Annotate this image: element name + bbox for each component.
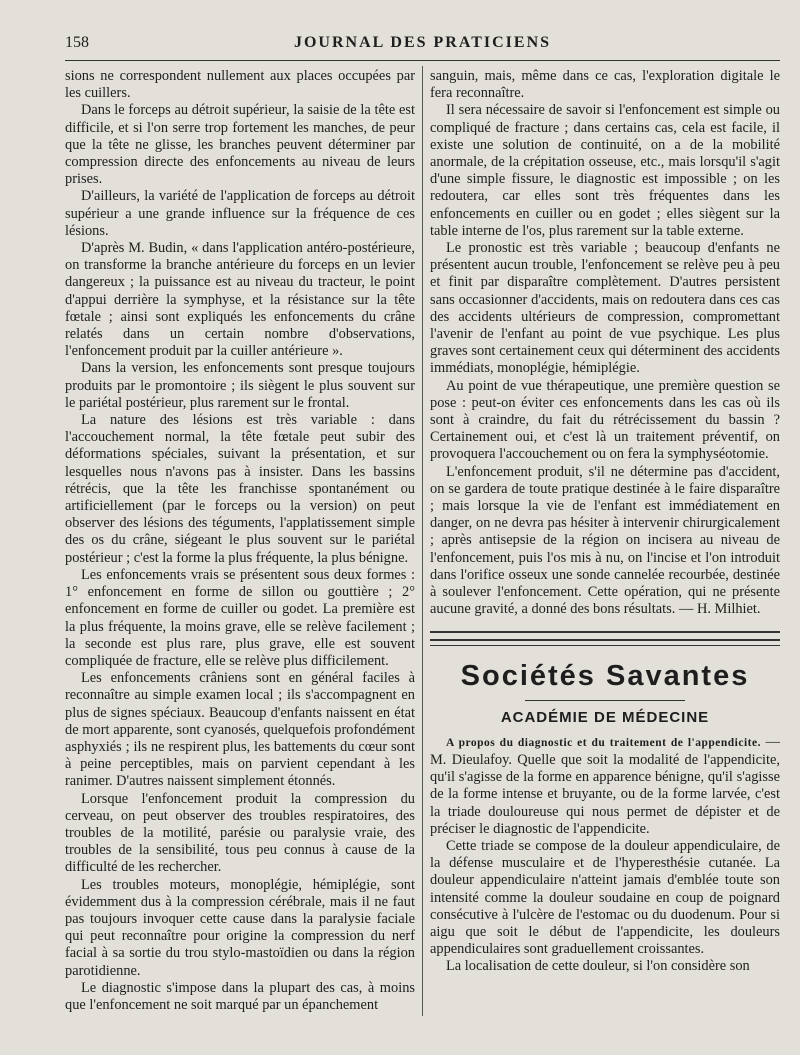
right-column xyxy=(430,68,780,1038)
lead-text: — M. Dieulafoy. Quelle que soit la modalité de l'appendicite, qu'il s'agisse de la forme en apparence bénigne, qu'il s'agisse de la forme intense et bruyante, ou de la forme larvée, c'est la triade douloureuse qui nous permet de dépister et de préciser le diagnostic de l'appendicite. xyxy=(430,733,780,837)
paragraph: Dans la version, les enfoncements sont presque toujours produits par le promontoire ; ils siègent le plus souvent sur le pariétal postérieur, plus rarement sur le frontal. xyxy=(65,360,415,411)
section-separator-thin-rule xyxy=(430,645,780,646)
paragraph: Cette triade se compose de la douleur appendiculaire, de la défense musculaire et de l'hyperesthésie cutanée. La douleur appendiculaire n'atteint jamais d'emblée toute son intensité comme la douleur soudaine en coup de poignard consécutive à l'ulcère de l'estomac ou du duodenum. Pour si aigu que soit le début de l'appendicite, les douleurs appendiculaires sont graduellement croissantes. xyxy=(430,837,780,958)
paragraph: Les troubles moteurs, monoplégie, hémiplégie, sont évidemment dus à la compression cérébrale, mais il ne faut pas toujours invoquer cette cause dans la paralysie faciale qui peut reconnaître pour origine la compression du nerf facial à sa sortie du trou stylo-mastoïdien ou dans la région parotidienne. xyxy=(65,876,415,979)
paragraph: Les enfoncements vrais se présentent sous deux formes : 1° enfoncement en forme de sillon ou gouttière ; 2° enfoncement en forme de cuiller ou godet. La première est la plus fréquente, la moins grave, elle se relève facilement ; la seconde est plus rare, plus grave, elle est souvent compliquée de fracture, elle se relève plus difficilement. xyxy=(65,566,415,669)
paragraph: sions ne correspondent nullement aux places occupées par les cuillers. xyxy=(65,68,415,102)
paragraph: Le pronostic est très variable ; beaucoup d'enfants ne présentent aucun trouble, l'enfoncement se relève peu à peu et finit par disparaître complètement. D'autres persistent sans occasionner d'accidents, mais on redoutera dans ces cas des accidents ultérieurs de compression, compromettant l'avenir de l'enfant au point de vue psychique. Les plus graves sont certainement ceux qui déterminent des accidents immédiats, monoplégie, hémiplégie. xyxy=(430,240,780,377)
lead-paragraph xyxy=(430,734,780,838)
paragraph: La localisation de cette douleur, si l'on considère son xyxy=(446,958,750,975)
section-title: Sociétés Savantes xyxy=(460,659,750,692)
left-column xyxy=(65,68,415,1038)
paragraph: Il sera nécessaire de savoir si l'enfoncement est simple ou compliqué de fracture ; dans certains cas, cela est facile, il existe une solution de continuité, on a de la mobilité anormale, de la crépitation osseuse, etc., mais lorsqu'il s'agit d'une simple fissure, le diagnostic est impossible ; on les redoutera, car elles sont très fréquentes dans les enfoncements en cuiller ou en godet ; elles siègent sur la table interne de l'os, plus rarement sur la table externe. xyxy=(430,102,780,239)
paragraph: Au point de vue thérapeutique, une première question se pose : peut-on éviter ces enfoncements dans les cas où ils sont à craindre, du fait du rétrécissement du bassin ? Certainement oui, et c'est là un traitement préventif, on provoquera l'accouchement ou on fera la symphyséotomie. xyxy=(430,377,780,463)
title-underline xyxy=(525,700,685,701)
section-separator-double-rule xyxy=(430,631,780,641)
paragraph: Lorsque l'enfoncement produit la compression du cerveau, on peut observer des troubles respiratoires, des troubles de la motilité, parésie ou paralysie vraie, des troubles de la sensibilité, tous peu connus à cause de la difficulté de les rechercher. xyxy=(65,790,415,876)
lead-heading: A propos du diagnostic et du traitement de l'appendicite. xyxy=(446,736,761,749)
section-subtitle: ACADÉMIE DE MÉDECINE xyxy=(500,708,710,726)
paragraph: D'ailleurs, la variété de l'application de forceps au détroit supérieur a une grande influence sur la fréquence de ces lésions. xyxy=(65,188,415,239)
paragraph: La nature des lésions est très variable : dans l'accouchement normal, la tête fœtale peut subir des déformations spéciales, suivant la présentation, et sur lesquelles nous n'avons pas à insister. Dans les bassins rétrécis, que la tête les franchisse spontanément ou artificiellement (par le forceps ou la version) on peut observer des lésions des téguments, l'applatissement simple des os du crâne, siégeant le plus souvent sur le pariétal postérieur ; c'est la forme la plus fréquente, la plus bénigne. xyxy=(65,412,415,566)
paragraph: D'après M. Budin, « dans l'application antéro-postérieure, on transforme la branche antérieure du forceps en un levier dangereux ; la puissance est au niveau du tracteur, le point d'appui derrière la symphyse, et la résistance sur la tête fœtale ; ainsi sont expliqués les enfoncements du crâne relatés dans un certain nombre d'observations, l'enfoncement produit par la cuiller antérieure ». xyxy=(65,240,415,360)
paragraph: Le diagnostic s'impose dans la plupart des cas, à moins que l'enfoncement ne soit marqué par un épanchement xyxy=(65,979,415,1013)
journal-title: JOURNAL DES PRATICIENS xyxy=(293,34,552,51)
page-header xyxy=(65,30,780,61)
page-number: 158 xyxy=(65,34,89,51)
column-divider xyxy=(422,66,423,1016)
paragraph: sanguin, mais, même dans ce cas, l'exploration digitale le fera reconnaître. xyxy=(430,68,780,102)
paragraph: Dans le forceps au détroit supérieur, la saisie de la tête est difficile, et si l'on serre trop fortement les manches, de peur que la tête ne glisse, les branches peuvent déterminer par compression directe des enfoncements au niveau de leurs prises. xyxy=(65,102,415,188)
paragraph: Les enfoncements crâniens sont en général faciles à reconnaître au simple examen local ; ils s'accompagnent en plus de signes spéciaux. Beaucoup d'enfants naissent en état de mort apparente, sont cyanosés, quelquefois profondément asphyxiés ; ils ne respirent plus, les battements du cœur sont à peine perceptibles, mais on parvient cependant à les ranimer. D'autres naissent simplement étonnés. xyxy=(65,670,415,790)
paragraph: L'enfoncement produit, s'il ne détermine pas d'accident, on se gardera de toute pratique destinée à le faire disparaître ; mais lorsque la vie de l'enfant est immédiatement en danger, on ne devra pas hésiter à intervenir chirurgicalement ; après antisepsie de la région on incisera au niveau de l'enfoncement, puis l'os mis à nu, on l'incise et l'on introduit dans l'orifice osseux une sonde cannelée recourbée, destinée à soulever l'enfoncement. Cette opération, qui ne présente aucune gravité, a donné des bons résultats. — H. Milhiet. xyxy=(430,463,780,618)
